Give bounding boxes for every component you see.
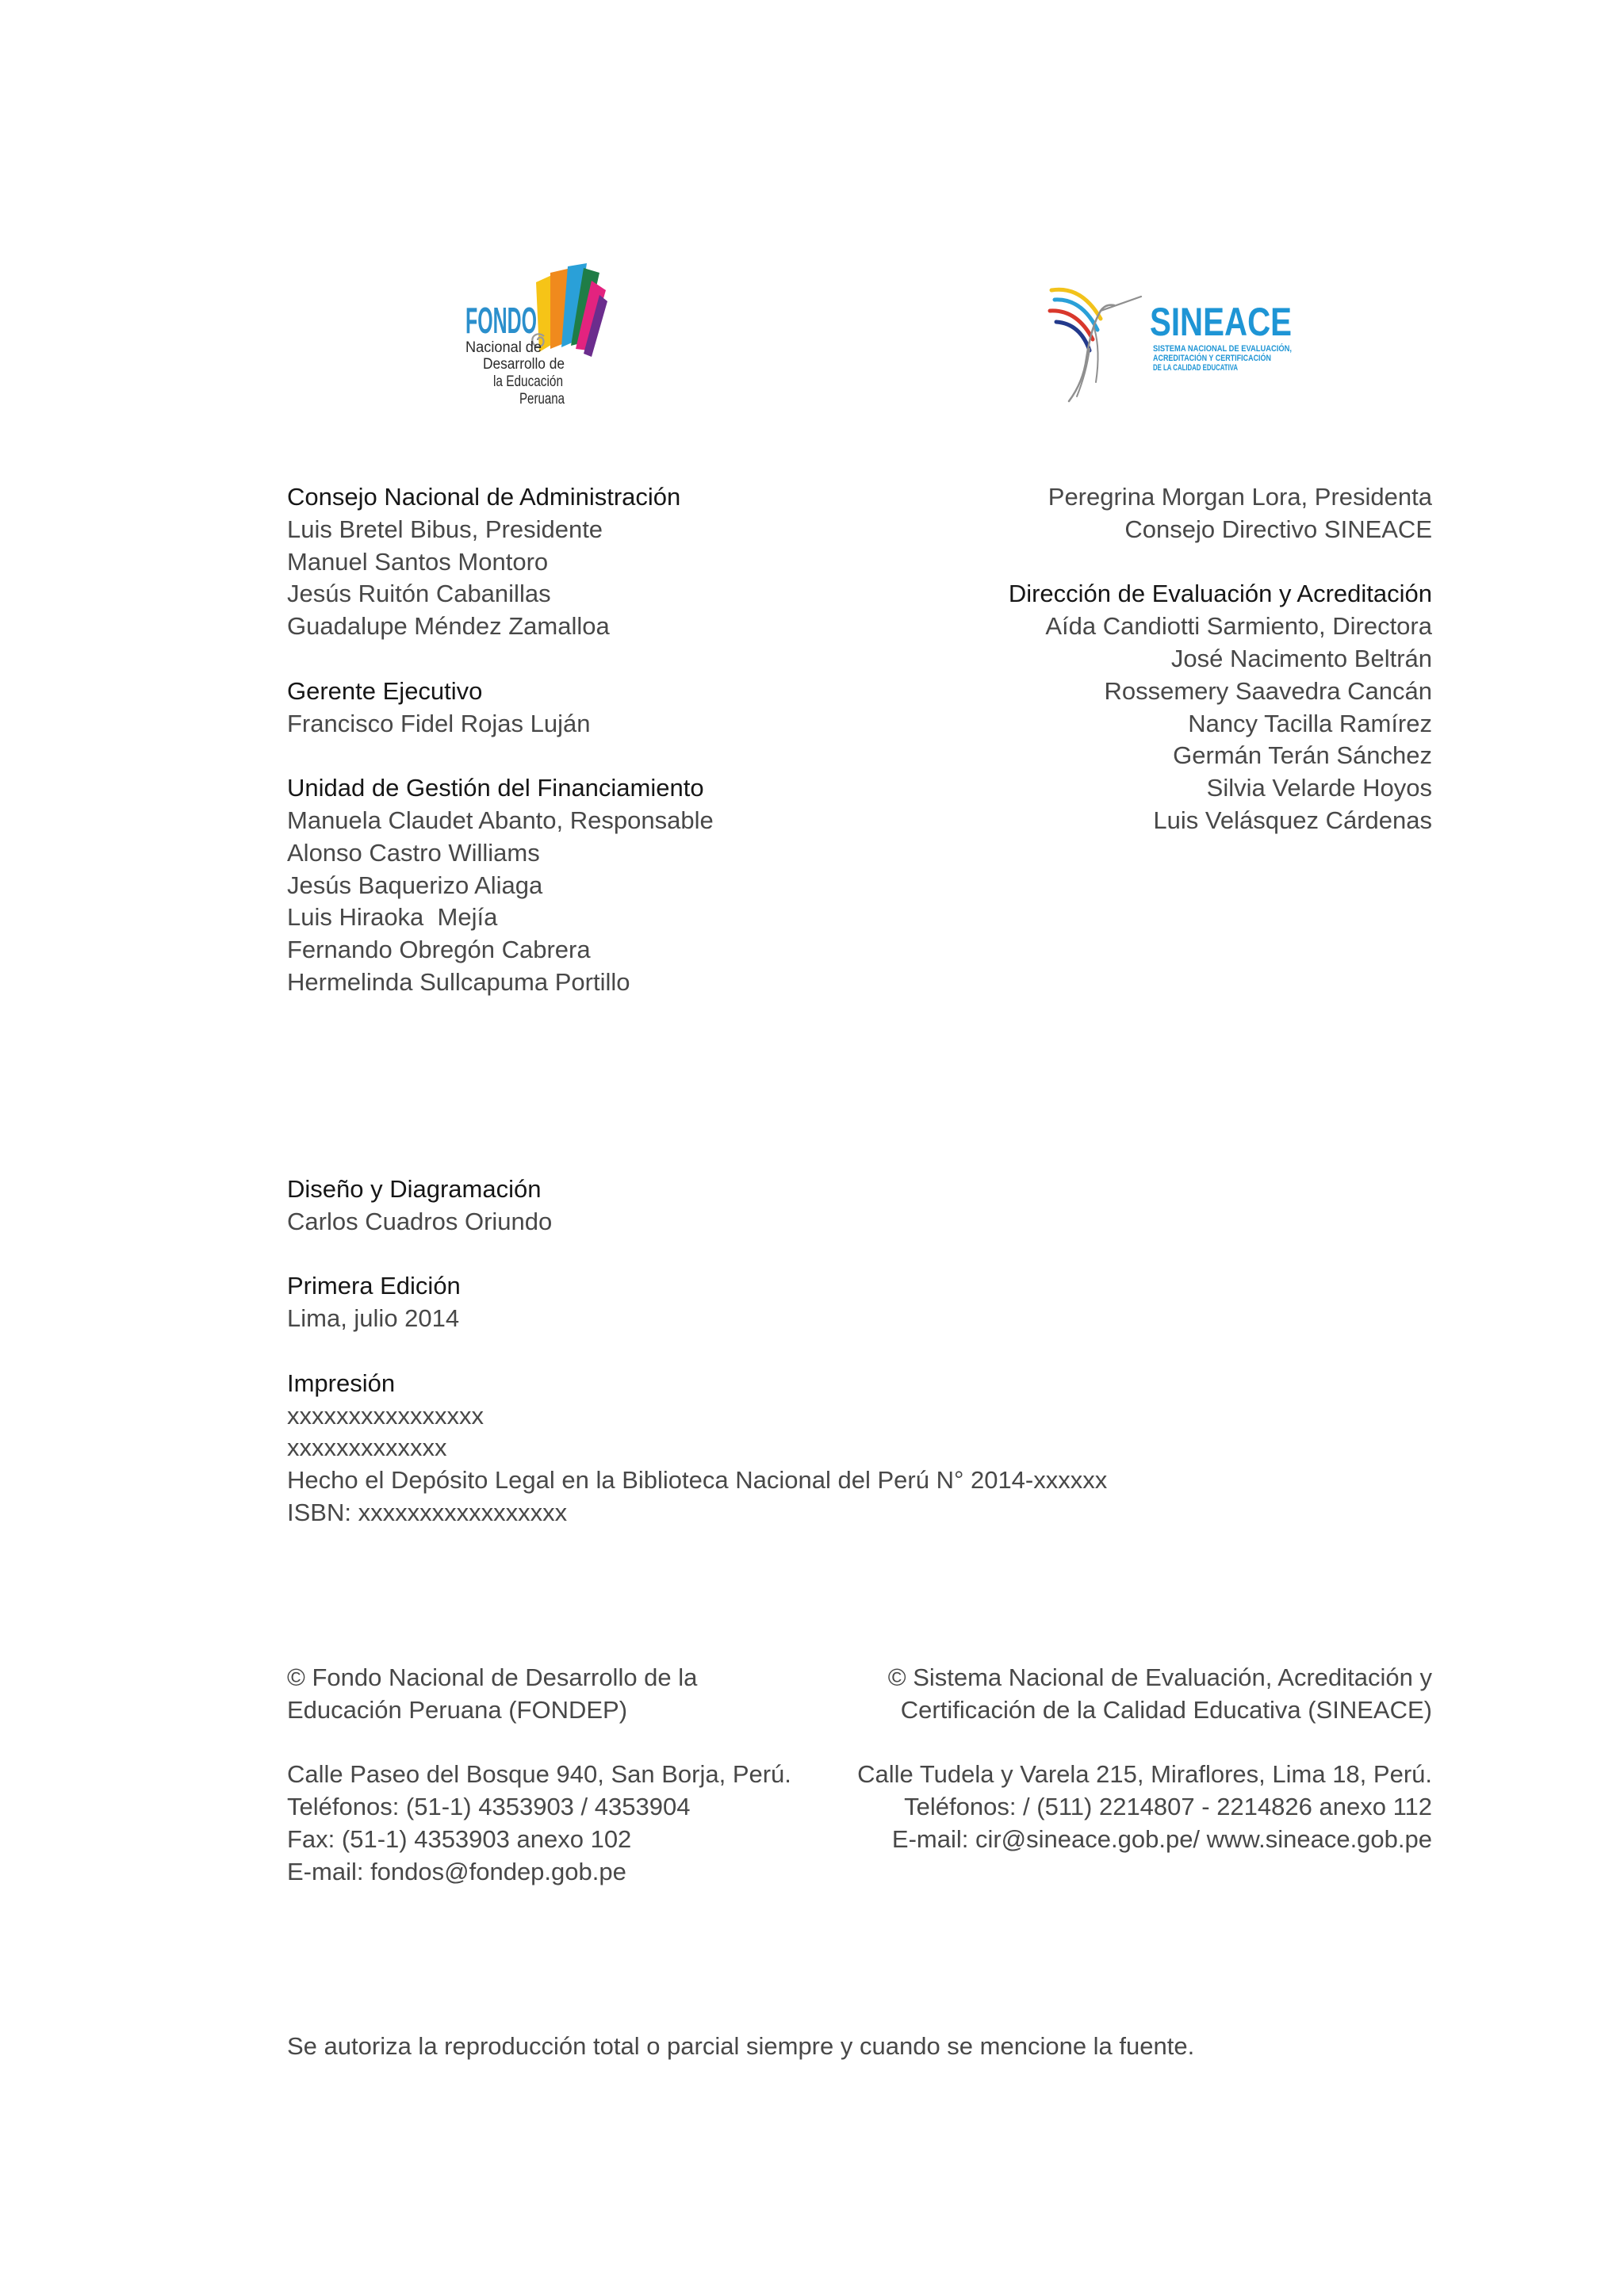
phone-line: Teléfonos: / (511) 2214807 - 2214826 anexo 112 (904, 1793, 1432, 1821)
member-line: Luis Velásquez Cárdenas (1153, 806, 1432, 834)
section-edicion (287, 1270, 1107, 1335)
member-line: Fernando Obregón Cabrera (287, 936, 591, 964)
section-heading: Impresión (287, 1369, 396, 1397)
section-heading: Dirección de Evaluación y Acreditación (1008, 580, 1432, 608)
member-line: Alonso Castro Williams (287, 838, 540, 867)
detail-line: Carlos Cuadros Oriundo (287, 1207, 553, 1235)
production-details (287, 1173, 1107, 1529)
member-line: Francisco Fidel Rojas Luján (287, 709, 591, 737)
section-unidad-gestion (287, 772, 714, 999)
sineace-bird-icon (1050, 289, 1141, 401)
address-line: Calle Tudela y Varela 215, Miraflores, Lima 18, Perú. (857, 1760, 1432, 1789)
member-line: Hermelinda Sullcapuma Portillo (287, 967, 630, 996)
copyright-line: © Sistema Nacional de Evaluación, Acreditación y (887, 1663, 1432, 1691)
member-line: Peregrina Morgan Lora, Presidenta (1048, 483, 1432, 511)
member-line: Aída Candiotti Sarmiento, Directora (1045, 612, 1432, 641)
section-gerente-ejecutivo (287, 676, 714, 741)
fondep-logo-line: Nacional de (465, 339, 542, 356)
fondep-logo-word: FONDO (465, 300, 537, 341)
copyright-line: © Fondo Nacional de Desarrollo de la (287, 1663, 698, 1691)
member-line: Luis Hiraoka Mejía (287, 903, 498, 932)
section-consejo-nacional (287, 481, 714, 643)
isbn-line: ISBN: xxxxxxxxxxxxxxxxx (287, 1498, 568, 1526)
fondep-fan-icon (536, 263, 607, 357)
member-line: Luis Bretel Bibus, Presidente (287, 515, 603, 543)
section-presidencia (1009, 481, 1432, 546)
copyright-fondep (287, 1662, 791, 1889)
bird-beak (1101, 297, 1141, 311)
member-line: Guadalupe Méndez Zamalloa (287, 612, 610, 641)
sineace-logo-line: ACREDITACIÓN Y CERTIFICACIÓN (1153, 354, 1298, 363)
section-diseno (287, 1173, 1107, 1238)
member-line: Silvia Velarde Hoyos (1206, 774, 1432, 802)
sineace-logo-line: DE LA CALIDAD EDUCATIVA (1153, 363, 1239, 373)
section-impresion (287, 1368, 1107, 1529)
copyright-holder (857, 1662, 1432, 1727)
member-line: José Nacimento Beltrán (1170, 644, 1432, 672)
member-line: Consejo Directivo SINEACE (1124, 515, 1432, 543)
fondep-logo-line: Desarrollo de (483, 356, 565, 373)
member-line: Jesús Ruitón Cabanillas (287, 580, 551, 608)
member-line: Manuela Claudet Abanto, Responsable (287, 806, 714, 834)
contact-info (287, 1759, 791, 1888)
reproduction-notice (287, 2031, 1194, 2063)
copyright-line: Certificación de la Calidad Educativa (SINEACE) (900, 1695, 1432, 1724)
detail-line: xxxxxxxxxxxxxxxx (287, 1401, 484, 1430)
fax-line: Fax: (51-1) 4353903 anexo 102 (287, 1824, 632, 1853)
member-line: Rossemery Saavedra Cancán (1104, 676, 1432, 705)
contact-info (857, 1759, 1432, 1855)
section-heading: Consejo Nacional de Administración (287, 483, 681, 511)
detail-line: Lima, julio 2014 (287, 1304, 460, 1333)
sineace-logo (1045, 279, 1316, 406)
address-line: Calle Paseo del Bosque 940, San Borja, Perú. (287, 1760, 791, 1789)
section-heading: Primera Edición (287, 1272, 461, 1300)
email-web-line: E-mail: cir@sineace.gob.pe/ www.sineace.gob.pe (891, 1824, 1432, 1853)
section-heading: Gerente Ejecutivo (287, 676, 483, 705)
sineace-logo-name: SINEACE (1150, 300, 1292, 344)
legal-deposit-line: Hecho el Depósito Legal en la Biblioteca Nacional del Perú N° 2014-xxxxxx (287, 1466, 1108, 1495)
phone-line: Teléfonos: (51-1) 4353903 / 4353904 (287, 1793, 691, 1821)
bird-wing (1094, 328, 1098, 382)
fondep-logo-line: Peruana (519, 391, 565, 408)
member-line: Germán Terán Sánchez (1173, 741, 1432, 770)
sineace-logo-line: SISTEMA NACIONAL DE EVALUACIÓN, (1153, 344, 1316, 354)
section-heading: Diseño y Diagramación (287, 1175, 542, 1203)
member-line: Jesús Baquerizo Aliaga (287, 871, 543, 899)
section-heading: Unidad de Gestión del Financiamiento (287, 774, 704, 802)
fondep-logo-line: la Educación (493, 373, 563, 390)
fondep-logo (460, 260, 611, 411)
detail-line: xxxxxxxxxxxxx (287, 1434, 447, 1462)
copyright-sineace (857, 1662, 1432, 1856)
copyright-holder (287, 1662, 791, 1727)
copyright-line: Educación Peruana (FONDEP) (287, 1695, 628, 1724)
member-line: Manuel Santos Montoro (287, 547, 549, 576)
credits-right-column (1009, 481, 1432, 837)
member-line: Nancy Tacilla Ramírez (1188, 709, 1432, 737)
email-line: E-mail: fondos@fondep.gob.pe (287, 1857, 626, 1885)
section-direccion-evaluacion (1009, 578, 1432, 836)
credits-left-column (287, 481, 714, 999)
reproduction-notice-text: Se autoriza la reproducción total o parcial siempre y cuando se mencione la fuente. (287, 2032, 1195, 2060)
